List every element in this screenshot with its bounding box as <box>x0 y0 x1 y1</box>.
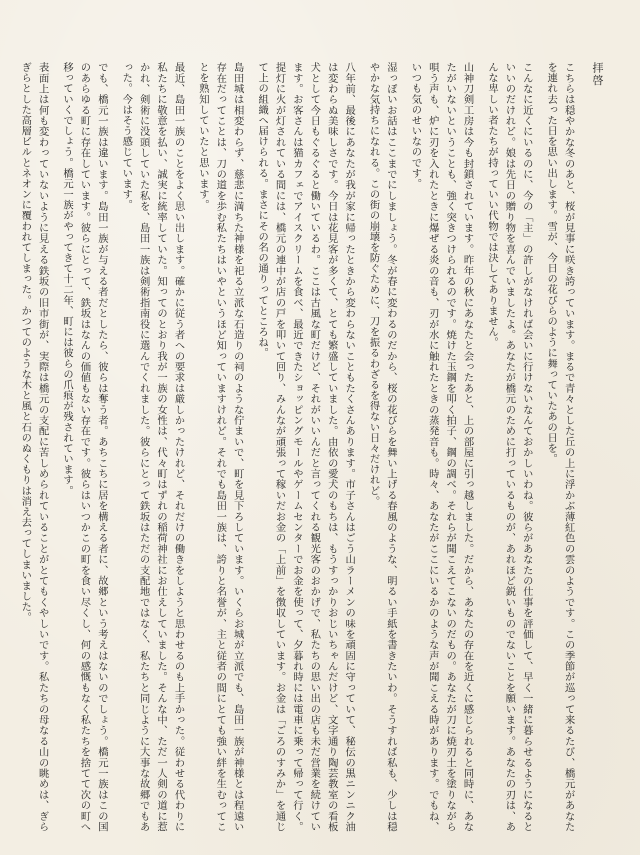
letter-paragraph-4: 湿っぽいお話はここまでにしましょう。冬が春に変わるのだから、桜の花びらを舞い上げる春風のような、明るい手紙を書きたいわ。そうすれば私も、少しは穏やかな気持ちになれる。この街の崩壊を防ぐために、刀を振るわざるを得ない日々だけれど。 <box>367 62 397 832</box>
letter-paragraph-9: 表面上は何も変わっていないように見える鉄坂の旧市街が、実際は橋元の支配に苦しめられていることがとてもくやしいです。私たちの母なる山の眺めは、ぎらぎらとした高層ビルとネオンに覆われてしまった。かつてのような木と風と石のぬくもりは消え去ってしまいました。 <box>19 62 49 832</box>
letter-greeting: 拝啓 <box>591 62 604 87</box>
letter-paragraph-1: こちらは穏やかな冬のあと、桜が見事に咲き誇っています。まるで青々とした丘の上に浮かぶ薄紅色の雲のようです。この季節が巡って来るたび、橋元があなたを連れ去った日を思い出します。雪が、今日の花びらのように舞っていたあの日を。 <box>545 62 575 832</box>
letter-paragraph-2: こんなに近くにいるのに、今の「主」の許しがなければ会いに行けないなんておかしいわね。彼らがあなたの仕事を評価して、早く一緒に暮らせるようになるといいのだけれど。娘は先日の贈り物を喜んでいましたよ。あなたが橋元のために打っているものが、あれほど鋭いものでないことを願います。あなたの刃は、あんな卑しい者たちが持っていい代物では決してありません。 <box>485 62 533 832</box>
letter-paragraph-8: でも、橋元一族は違います。島田一族が与える者だとしたら、彼らは奪う者。あちこちに居を構える者に、故郷という考えはないのでしょう。橋元一族はこの国のあらゆる町に存在しています。彼らにとって、鉄坂はなんの価値もない存在です。彼らはいつかこの町を食い尽くし、何の感慨もなく私たちを捨てて次の町へ移っていくでしょう。橋元一族がやってきて十二年、町には彼らの爪痕が残されています。 <box>61 62 108 832</box>
letter-paragraph-6: 島田城は相変わらず、慈悲に満ちた神様を祀る立派な石造りの祠のような佇まいで、町を見下ろしています。いくらお城が立派でも、島田一族が神様とは程遠い存在だってことは、刀の道を歩む私たちはいやというほど知っていますけれど。それでも島田一族は、誇りと名誉が、主と従者の間にとても強い絆を生むってことを熟知していたと思います。 <box>196 62 244 832</box>
letter-paragraph-7: 最近、島田一族のことをよく思い出します。確かに従う者への要求は厳しかったけれど、それだけの働きをしようと思わせるのも上手かった。従わせる代わりに私たちに敬意を払い、誠実に統率していた。知ってのとおり我が一族の女性は、代々町はずれの稲荷神社にお仕えしていました。そんな中、ただ一人剣の道に惹かれ、剣術に没頭していた私を、島田一族は剣術指南役に選んでくれました。彼らにとって鉄坂はただの支配地ではなく、私たちと同じように大事な故郷でもあった。今はそう感じています。 <box>120 62 185 832</box>
letter-body <box>19 62 606 832</box>
letter-paragraph-5: 八年前、最後にあなたが我が家に帰ったときから変わらないこともたくさんあります。市子さんはごう山ラーメンの味を頑固に守っていて、秘伝の黒ニンニク油は変わらぬ美味しさです。今日は花見客が多くて、とても繁盛していました。由依の愛犬のもちは、もうすっかりおじいちゃんだけど、文字通り陶芸教室の看板犬として今日もぐるぐると働いているわ。ここは古風な町だけど、それがいいんだと言ってくれる観光客のおかげで、私たちの思い出の店も未だ営業を続けています。お客さんは猫カフェでアイスクリームを食べ、最近できたショッピングモールやゲームセンターでお金を使って、夕暮れ時には電車に乗って帰って行く。提灯に火が灯されている間には、橋元の連中が店の戸を叩いて回り、みんなが頑張って稼いだお金の「上前」を徴収しています。お金は「ごろのすみか」を通じて上の組織へ届けられる。まさにその名の通りってところね。 <box>256 62 356 832</box>
letter-paragraph-3: 山神刀剣工房は今も封鎖されています。昨年の秋にあなたと会ったあと、上の部屋に引っ越しました。だから、あなたの存在を近くに感じられると同時に、あなたがいないということも、強く突きつけられるのです。焼けた玉鋼を叩く拍子、鋼の調べ。それらが聞こえてこないのだもの。あなたが刀に焼刃土を塗りながら唄う声も、炉に刃を入れたときに爆ぜる炎の音も、刃が水に触れたときの蒸発音も。時々、あなたがここにいるかのような声が聞こえる時があります。でもね、いつも気のせいなのです。 <box>409 62 474 832</box>
